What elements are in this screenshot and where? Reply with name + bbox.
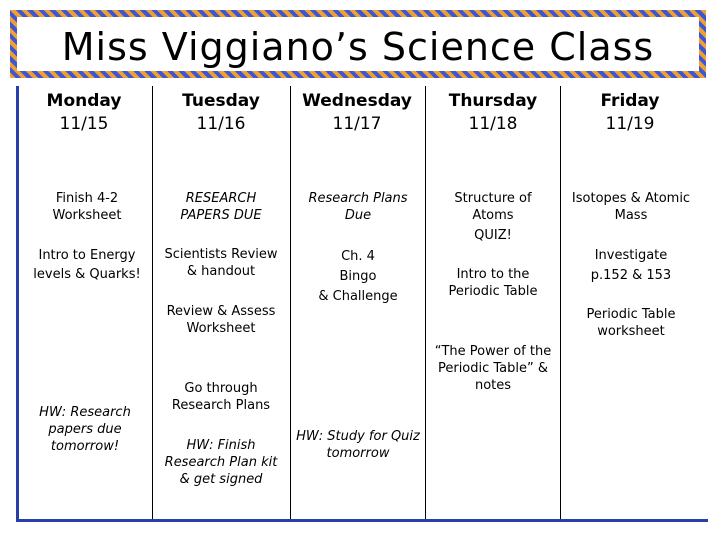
column-divider [560, 86, 561, 519]
day-date: 11/15 [59, 114, 109, 134]
monday-item: Finish 4-2 Worksheet [52, 191, 122, 223]
friday-item-line: p.152 & 153 [590, 268, 672, 283]
wednesday-item-line: Bingo [339, 269, 377, 284]
tuesday-item: RESEARCH PAPERS DUE [180, 191, 262, 223]
day-name: Wednesday [302, 91, 412, 111]
thursday-item: Structure of Atoms [454, 191, 532, 223]
title-banner [10, 10, 706, 78]
day-date: 11/19 [605, 114, 655, 134]
page-title: Miss Viggiano’s Science Class [61, 25, 655, 69]
tuesday-item: Scientists Review & handout [164, 247, 278, 279]
wednesday-item [296, 247, 420, 307]
thursday-item: Intro to the Periodic Table [448, 267, 538, 299]
header-friday [565, 90, 695, 136]
day-name: Monday [46, 91, 122, 111]
thursday-quiz: QUIZ! [474, 228, 512, 243]
day-name: Friday [600, 91, 660, 111]
friday-item [566, 246, 696, 286]
tuesday-item: Go through Research Plans [171, 381, 271, 413]
column-divider [152, 86, 153, 519]
header-thursday [428, 90, 558, 136]
day-name: Tuesday [182, 91, 260, 111]
wednesday-item: Research Plans Due [308, 191, 408, 223]
wednesday-homework: HW: Study for Quiz tomorrow [296, 429, 420, 461]
friday-item: Periodic Table worksheet [586, 307, 676, 339]
friday-item-line: Investigate [594, 248, 668, 263]
tuesday-item: Review & Assess Worksheet [166, 304, 276, 336]
wednesday-item-line: & Challenge [318, 289, 398, 304]
friday-item: Isotopes & Atomic Mass [571, 191, 691, 223]
header-tuesday [156, 90, 286, 136]
day-name: Thursday [448, 91, 538, 111]
header-monday [19, 90, 149, 136]
monday-item: Intro to Energy levels & Quarks! [33, 248, 141, 282]
tuesday-homework: HW: Finish Research Plan kit & get signed [164, 438, 278, 487]
day-date: 11/18 [468, 114, 518, 134]
wednesday-item-line: Ch. 4 [341, 249, 375, 264]
monday-homework: HW: Research papers due tomorrow! [39, 405, 131, 454]
thursday-item: “The Power of the Periodic Table” & notes [434, 344, 552, 393]
column-divider [290, 86, 291, 519]
header-wednesday [292, 90, 422, 136]
day-date: 11/16 [196, 114, 246, 134]
column-divider [425, 86, 426, 519]
day-date: 11/17 [332, 114, 382, 134]
